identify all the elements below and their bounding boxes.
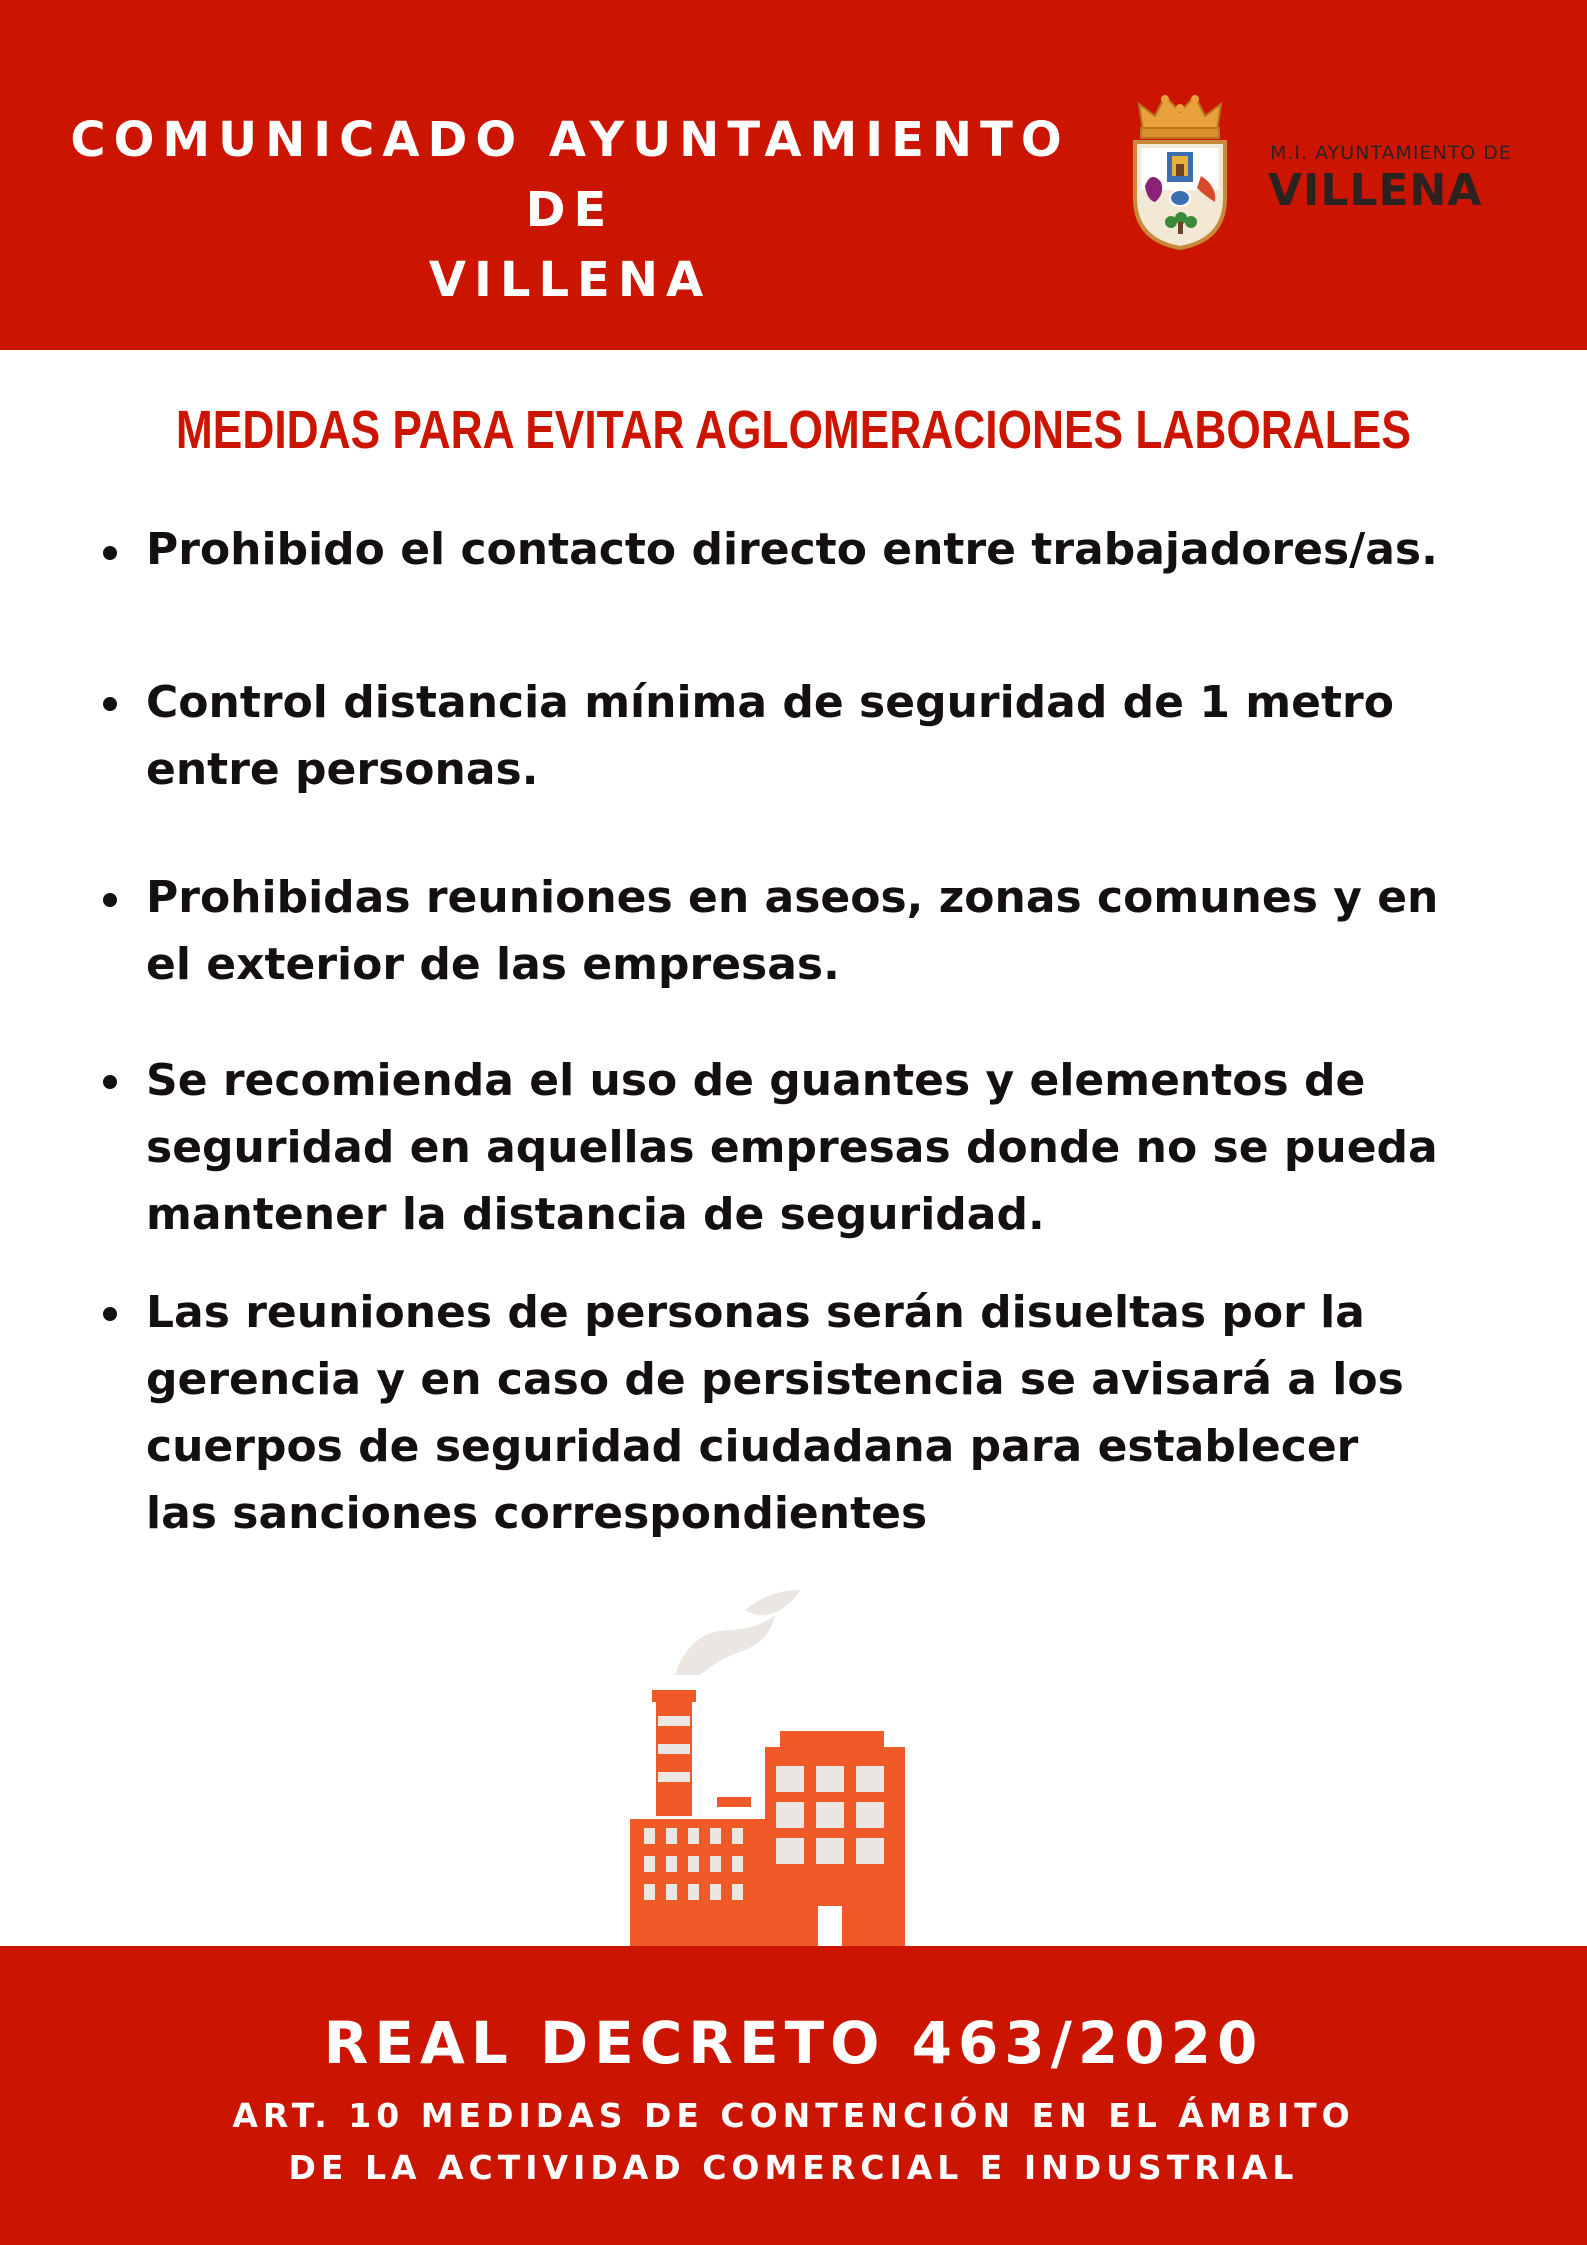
logo-name: VILLENA (1268, 165, 1483, 216)
list-item: Prohibidas reuniones en aseos, zonas comunes y en el exterior de las empresas. (146, 872, 1439, 990)
title-line-1: COMUNICADO AYUNTAMIENTO DE (70, 112, 1070, 238)
list-item: Prohibido el contacto directo entre trabajadores/as. (146, 524, 1438, 575)
list-item: Control distancia mínima de seguridad de 1 metro entre personas. (146, 677, 1394, 795)
page-title (60, 105, 1080, 315)
bullet-icon (103, 893, 117, 907)
section-heading: MEDIDAS PARA EVITAR AGLOMERACIONES LABORALES (175, 400, 1411, 460)
bullet-icon (103, 697, 117, 711)
factory-icon (620, 1580, 920, 1950)
decree-title: REAL DECRETO 463/2020 (323, 2009, 1264, 2077)
list-item: Las reuniones de personas serán disueltas por la gerencia y en caso de persistencia se avisará a los cuerpos de seguridad ciudadana para establecer las sanciones correspondientes (146, 1287, 1404, 1539)
bullet-icon (103, 1075, 117, 1089)
article-text: ART. 10 MEDIDAS DE CONTENCIÓN EN EL ÁMBITO DE LA ACTIVIDAD COMERCIAL E INDUSTRIAL (232, 2096, 1355, 2187)
coat-of-arms-icon (1125, 90, 1235, 250)
list-item: Se recomienda el uso de guantes y elementos de seguridad en aquellas empresas donde no se pueda mantener la distancia de seguridad. (146, 1055, 1438, 1240)
logo-subtitle: M.I. AYUNTAMIENTO DE (1270, 142, 1512, 164)
bullet-icon (103, 1307, 117, 1321)
title-line-2: VILLENA (428, 252, 712, 308)
bullet-icon (103, 546, 117, 560)
